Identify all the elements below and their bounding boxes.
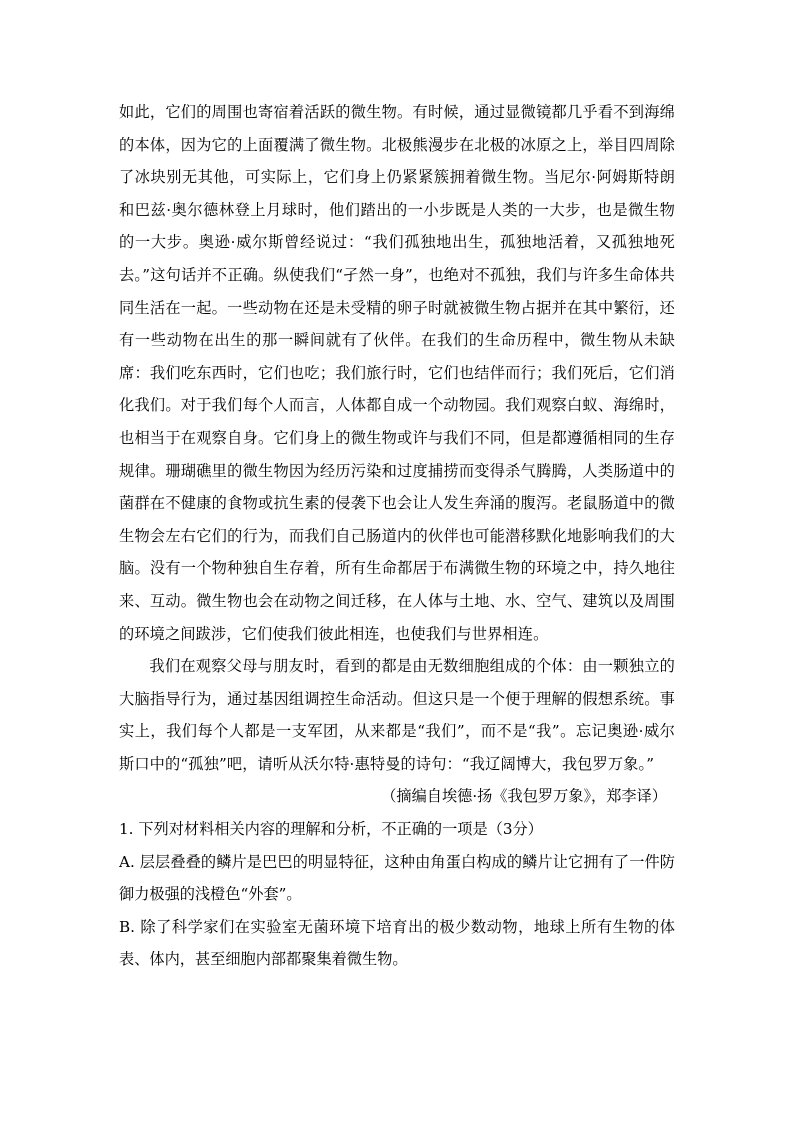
- question-1-stem: 1. 下列对材料相关内容的理解和分析，不正确的一项是（3分）: [119, 820, 543, 839]
- article-source: （摘编自埃德·扬《我包罗万象》，郑李译）: [381, 787, 667, 806]
- article-paragraph-2: 我们在观察父母与朋友时，看到的都是由无数细胞组成的个体：由一颗独立的大脑指导行为，通过基因组调控生命活动。但这只是一个便于理解的假想系统。事实上，我们每个人都是一支军团，从来都是“我们”，而不是“我”。忘记奥逊·威尔斯口中的“孤独”吧，请听从沃尔特·惠特曼的诗句：“我辽阔博大，我包罗万象。”: [119, 657, 675, 773]
- document-page: [119, 96, 675, 976]
- question-1-option-a: A. 层层叠叠的鳞片是巴巴的明显特征，这种由角蛋白构成的鳞片让它拥有了一件防御力极强的浅橙色“外套”。: [119, 852, 675, 904]
- question-1-option-b: B. 除了科学家们在实验室无菌环境下培育出的极少数动物，地球上所有生物的体表、体内，甚至细胞内部都聚集着微生物。: [119, 917, 675, 969]
- article-paragraph-1: 如此，它们的周围也寄宿着活跃的微生物。有时候，通过显微镜都几乎看不到海绵的本体，因为它的上面覆满了微生物。北极熊漫步在北极的冰原之上，举目四周除了冰块别无其他，可实际上，它们身上仍紧紧簇拥着微生物。当尼尔·阿姆斯特朗和巴兹·奥尔德林登上月球时，他们踏出的一小步既是人类的一大步，也是微生物的一大步。奥逊·威尔斯曾经说过：“我们孤独地出生，孤独地活着，又孤独地死去。”这句话并不正确。纵使我们“孑然一身”，也绝对不孤独，我们与许多生命体共同生活在一起。一些动物在还是未受精的卵子时就被微生物占据并在其中繁衍，还有一些动物在出生的那一瞬间就有了伙伴。在我们的生命历程中，微生物从未缺席：我们吃东西时，它们也吃；我们旅行时，它们也结伴而行；我们死后，它们消化我们。对于我们每个人而言，人体都自成一个动物园。我们观察白蚁、海绵时，也相当于在观察自身。它们身上的微生物或许与我们不同，但是都遵循相同的生存规律。珊瑚礁里的微生物因为经历污染和过度捕捞而变得杀气腾腾，人类肠道中的菌群在不健康的食物或抗生素的侵袭下也会让人发生奔涌的腹泻。老鼠肠道中的微生物会左右它们的行为，而我们自己肠道内的伙伴也可能潜移默化地影响我们的大脑。没有一个物种独自生存着，所有生命都居于布满微生物的环境之中，持久地往来、互动。微生物也会在动物之间迁移，在人体与土地、水、空气、建筑以及周围的环境之间跋涉，它们使我们彼此相连，也使我们与世界相连。: [119, 103, 675, 643]
